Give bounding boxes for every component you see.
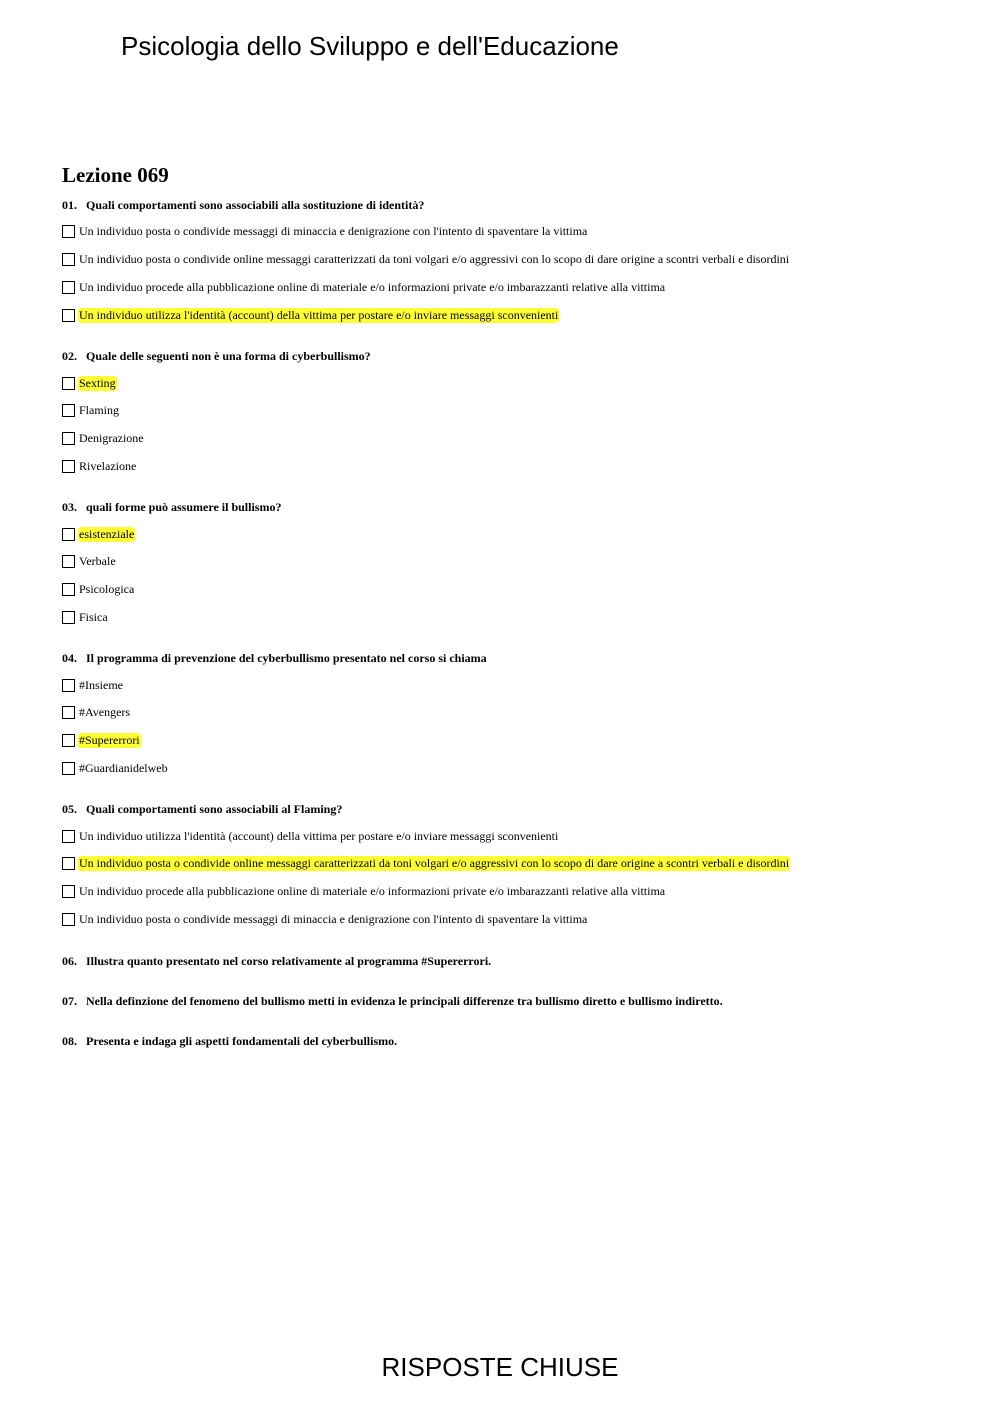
- answer-checkbox[interactable]: [62, 611, 75, 624]
- answer-checkbox[interactable]: [62, 253, 75, 266]
- answer-label: Rivelazione: [79, 458, 137, 473]
- question-5-heading: [62, 801, 342, 817]
- answer-checkbox[interactable]: [62, 734, 75, 747]
- question-4-heading: [62, 650, 487, 666]
- answer-checkbox[interactable]: [62, 528, 75, 541]
- answer-checkbox[interactable]: [62, 885, 75, 898]
- question-text: Il programma di prevenzione del cyberbullismo presentato nel corso si chiama: [86, 651, 487, 665]
- answer-checkbox[interactable]: [62, 281, 75, 294]
- answer-checkbox[interactable]: [62, 679, 75, 692]
- question-number: 06.: [62, 954, 77, 968]
- answer-checkbox[interactable]: [62, 762, 75, 775]
- answer-option[interactable]: [62, 828, 559, 844]
- answer-option[interactable]: [62, 760, 169, 776]
- answer-label-highlighted: Un individuo posta o condivide online messaggi caratterizzati da toni volgari e/o aggressivi con lo scopo di dare origine a scontri verbali e disordini: [79, 855, 790, 870]
- answer-label-highlighted: Un individuo utilizza l'identità (account) della vittima per postare e/o inviare messaggi sconvenienti: [79, 307, 559, 322]
- answer-label: Un individuo procede alla pubblicazione online di materiale e/o informazioni private e/o imbarazzanti relative alla vittima: [79, 279, 666, 294]
- question-text: Presenta e indaga gli aspetti fondamentali del cyberbullismo.: [86, 1034, 398, 1048]
- answer-label: Un individuo posta o condivide messaggi di minaccia e denigrazione con l'intento di spaventare la vittima: [79, 911, 588, 926]
- answer-option[interactable]: [62, 458, 137, 474]
- document-header: Psicologia dello Sviluppo e dell'Educazione: [121, 31, 619, 61]
- answer-label: #Avengers: [79, 704, 131, 719]
- question-number: 05.: [62, 802, 77, 816]
- answer-option[interactable]: [62, 911, 588, 927]
- answer-checkbox[interactable]: [62, 225, 75, 238]
- answer-label: #Guardianidelweb: [79, 760, 168, 775]
- answer-option[interactable]: [62, 279, 666, 295]
- answer-option[interactable]: [62, 883, 666, 899]
- answer-option[interactable]: [62, 855, 790, 871]
- answer-label: Denigrazione: [79, 430, 144, 445]
- question-7-heading: [62, 993, 723, 1009]
- answer-checkbox[interactable]: [62, 583, 75, 596]
- answer-label: Fisica: [79, 609, 108, 624]
- answer-option[interactable]: [62, 251, 790, 267]
- answer-checkbox[interactable]: [62, 377, 75, 390]
- question-text: quali forme può assumere il bullismo?: [86, 500, 282, 514]
- question-text: Quali comportamenti sono associabili al Flaming?: [86, 802, 343, 816]
- question-number: 07.: [62, 994, 77, 1008]
- answer-label: #Insieme: [79, 677, 123, 692]
- question-number: 02.: [62, 349, 77, 363]
- answer-checkbox[interactable]: [62, 404, 75, 417]
- answer-checkbox[interactable]: [62, 432, 75, 445]
- answer-option[interactable]: [62, 677, 124, 693]
- question-number: 03.: [62, 500, 77, 514]
- answer-option[interactable]: [62, 430, 145, 446]
- answer-label: Verbale: [79, 553, 116, 568]
- answer-option[interactable]: [62, 375, 117, 391]
- answer-label-highlighted: esistenziale: [79, 526, 135, 541]
- answer-option[interactable]: [62, 732, 141, 748]
- question-text: Illustra quanto presentato nel corso relativamente al programma #Supererrori.: [86, 954, 492, 968]
- lesson-title: Lezione 069: [62, 163, 169, 187]
- answer-checkbox[interactable]: [62, 309, 75, 322]
- answer-option[interactable]: [62, 553, 117, 569]
- answer-checkbox[interactable]: [62, 460, 75, 473]
- question-6-heading: [62, 953, 491, 969]
- question-8-heading: [62, 1033, 397, 1049]
- answer-checkbox[interactable]: [62, 555, 75, 568]
- answer-label: Un individuo utilizza l'identità (account) della vittima per postare e/o inviare messaggi sconvenienti: [79, 828, 559, 843]
- question-number: 04.: [62, 651, 77, 665]
- question-3-heading: [62, 499, 281, 515]
- answer-checkbox[interactable]: [62, 857, 75, 870]
- answer-label: Un individuo posta o condivide messaggi di minaccia e denigrazione con l'intento di spaventare la vittima: [79, 223, 588, 238]
- answer-checkbox[interactable]: [62, 706, 75, 719]
- answer-option[interactable]: [62, 223, 588, 239]
- answer-option[interactable]: [62, 307, 559, 323]
- answer-label: Un individuo posta o condivide online messaggi caratterizzati da toni volgari e/o aggressivi con lo scopo di dare origine a scontri verbali e disordini: [79, 251, 790, 266]
- question-1-heading: [62, 197, 424, 213]
- question-text: Nella definzione del fenomeno del bullismo metti in evidenza le principali differenze tra bullismo diretto e bullismo indiretto.: [86, 994, 723, 1008]
- answer-option[interactable]: [62, 402, 120, 418]
- answer-option[interactable]: [62, 526, 135, 542]
- answer-option[interactable]: [62, 704, 131, 720]
- question-text: Quale delle seguenti non è una forma di cyberbullismo?: [86, 349, 371, 363]
- answer-checkbox[interactable]: [62, 913, 75, 926]
- answer-label-highlighted: #Supererrori: [79, 732, 140, 747]
- answer-label: Flaming: [79, 402, 120, 417]
- answer-checkbox[interactable]: [62, 830, 75, 843]
- answer-label: Psicologica: [79, 581, 135, 596]
- question-text: Quali comportamenti sono associabili alla sostituzione di identità?: [86, 198, 425, 212]
- question-number: 01.: [62, 198, 77, 212]
- answer-option[interactable]: [62, 581, 135, 597]
- answer-label: Un individuo procede alla pubblicazione online di materiale e/o informazioni private e/o imbarazzanti relative alla vittima: [79, 883, 666, 898]
- question-number: 08.: [62, 1034, 77, 1048]
- document-footer: RISPOSTE CHIUSE: [381, 1352, 619, 1382]
- answer-option[interactable]: [62, 609, 109, 625]
- answer-label-highlighted: Sexting: [79, 375, 116, 390]
- question-2-heading: [62, 348, 371, 364]
